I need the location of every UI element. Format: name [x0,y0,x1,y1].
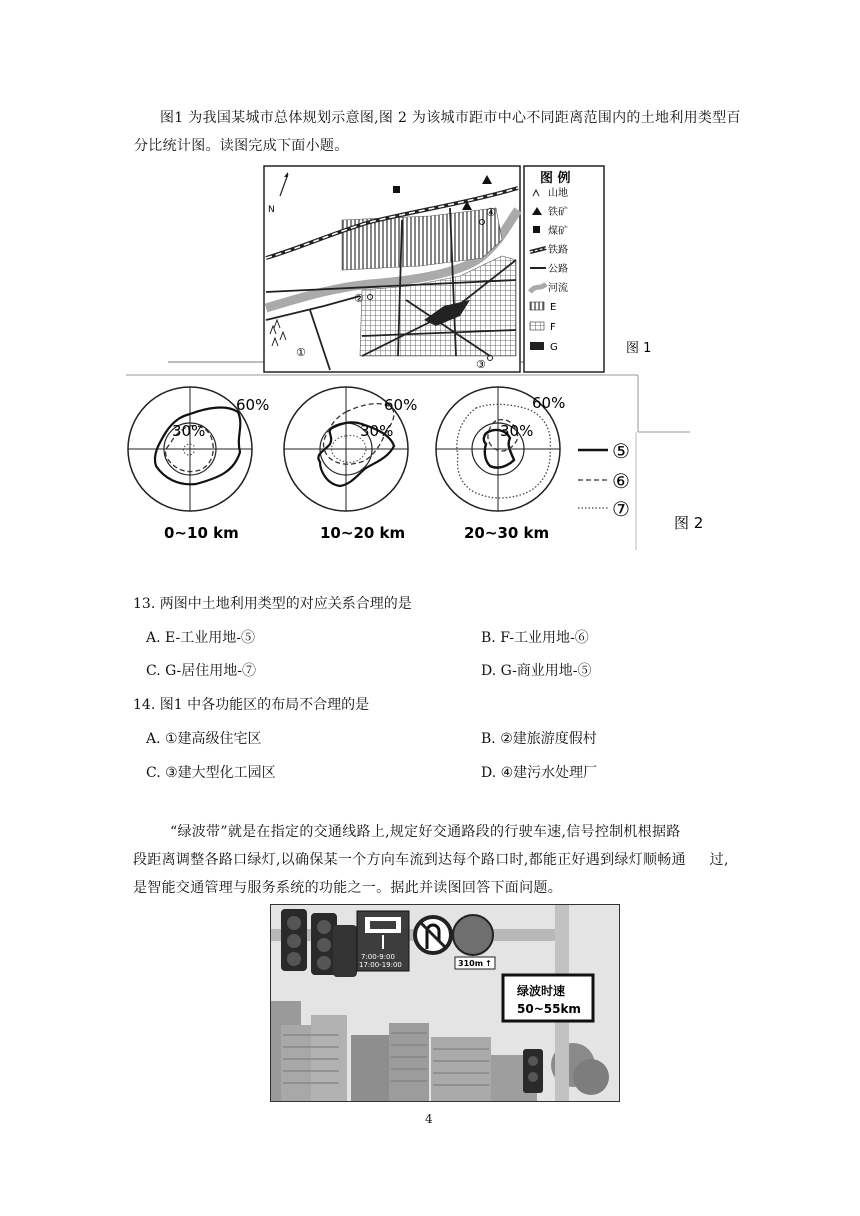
legend-road: 公路 [548,264,568,275]
passage-line-3: 是智能交通管理与服务系统的功能之一。据此并读图回答下面问题。 [133,880,562,896]
panel-2-ring-30: 30% [360,422,394,440]
figure-2-charts [126,374,704,550]
page-number: 4 [425,1112,433,1126]
green-wave-title: 绿波时速 [517,984,566,998]
panel-1-label: 0~10 km [164,524,239,542]
panel-3-ring-60: 60% [532,394,566,412]
bus-lane-time-1: 7:00-9:00 [361,953,395,961]
passage-line-1: “绿波带”就是在指定的交通线路上,规定好交通路段的行驶车速,信号控制机根据路 [170,824,681,840]
legend-g-icon [530,342,544,350]
intro-line-1: 图1 为我国某城市总体规划示意图,图 2 为该城市距市中心不同距离范围内的土地利用类型百 [160,110,741,126]
legend-mountain: 山地 [548,188,568,199]
legend-g: G [550,342,558,353]
legend-f: F [550,322,556,333]
round-sign [453,915,493,955]
legend-title: 图 例 [540,171,571,186]
legend-series-5: ⑤ [612,439,630,463]
legend-series-7: ⑦ [612,497,630,521]
coal-mine-marker [393,186,400,193]
panel-1-ring-60: 60% [236,396,270,414]
q14-option-d[interactable]: D. ④建污水处理厂 [481,765,598,781]
panel-2-label: 10~20 km [320,524,406,542]
distance-label: 310m [458,959,484,968]
panel-0-10km [128,387,269,542]
svg-text:↑: ↑ [485,959,492,968]
traffic-sign-illustration [271,905,619,1101]
panel-10-20km [284,387,417,542]
intro-line-2: 分比统计图。读图完成下面小题。 [134,138,349,154]
legend-coal: 煤矿 [548,226,568,237]
figure-2-legend [578,439,630,521]
legend-e: E [550,302,557,313]
panel-20-30km [436,387,565,542]
q13-option-a[interactable]: A. E-工业用地-⑤ [146,630,255,646]
legend-f-icon [530,322,544,330]
panel-2-ring-60: 60% [384,396,418,414]
legend-rail: 铁路 [548,245,568,256]
legend-coal-icon [533,226,540,233]
q14-option-b[interactable]: B. ②建旅游度假村 [481,731,597,747]
legend-river: 河流 [548,283,568,294]
q13-option-c[interactable]: C. G-居住用地-⑦ [146,663,257,679]
q14-stem: 14. 图1 中各功能区的布局不合理的是 [133,697,370,713]
q13-option-d[interactable]: D. G-商业用地-⑤ [481,663,592,679]
site-marker-1: ① [296,346,306,359]
legend-iron: 铁矿 [548,207,568,218]
site-marker-2: ② [354,292,364,305]
lower-traffic-light [523,1049,543,1093]
bus-lane-time-2: 17:00-19:00 [359,961,402,969]
panel-1-ring-30: 30% [172,422,206,440]
q14-option-a[interactable]: A. ①建高级住宅区 [146,731,262,747]
q14-option-c[interactable]: C. ③建大型化工园区 [146,765,276,781]
site-marker-3: ③ [476,358,486,371]
legend-e-icon [530,302,544,310]
north-label: N [268,205,275,215]
site-marker-4: ④ [486,206,496,219]
panel-3-label: 20~30 km [464,524,550,542]
legend-series-6: ⑥ [612,469,630,493]
green-wave-speed: 50~55km [517,1002,581,1016]
figure-2-caption: 图 2 [674,514,704,532]
q13-option-b[interactable]: B. F-工业用地-⑥ [481,630,589,646]
panel-3-ring-30: 30% [500,422,534,440]
figure-1-map [130,160,650,380]
traffic-sign-photo [270,904,620,1102]
figure-1-caption: 图 1 [626,341,652,356]
passage-line-2: 段距离调整各路口绿灯,以确保某一个方向车流到达每个路口时,都能正好遇到绿灯顺畅通 过, [133,852,729,868]
q13-stem: 13. 两图中土地利用类型的对应关系合理的是 [133,596,412,612]
